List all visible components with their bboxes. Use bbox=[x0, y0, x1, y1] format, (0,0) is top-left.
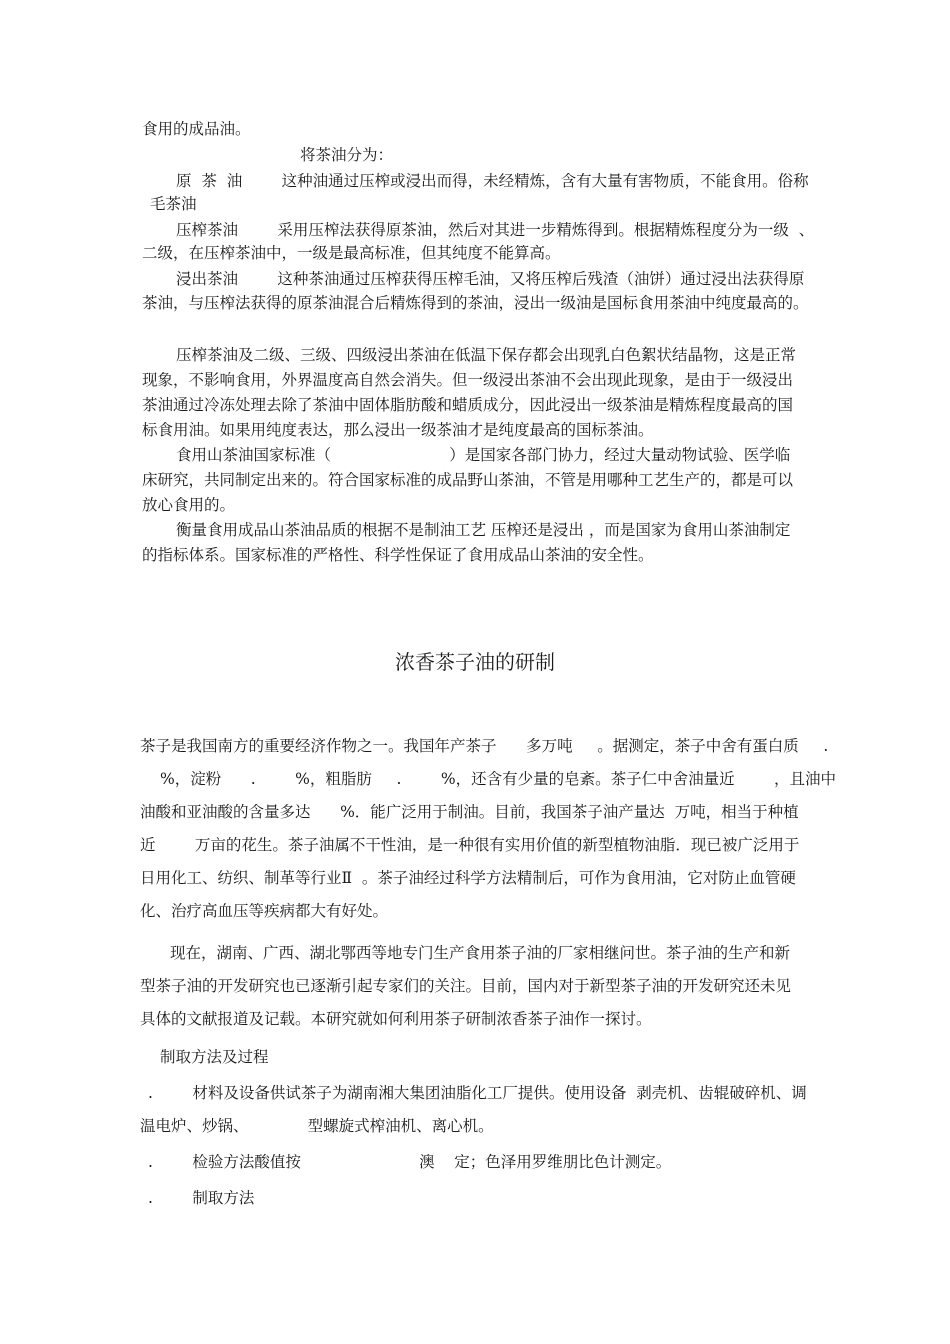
section-heading: . 制取方法 bbox=[148, 1189, 255, 1207]
paragraph-line: 的指标体系。国家标准的严格性、科学性保证了食用成品山茶油的安全性。 bbox=[142, 546, 654, 564]
paragraph-line: 食用山茶油国家标准（ ）是国家各部门协力，经过大量动物试验、医学临 bbox=[176, 446, 791, 464]
paragraph-line: 毛茶油 bbox=[150, 195, 197, 213]
paragraph-line: 茶油，与压榨法获得的原茶油混合后精炼得到的茶油，浸出一级油是国标食用茶油中纯度最高的。 bbox=[142, 294, 809, 312]
paragraph-line: 现象，不影响食用，外界温度高自然会消失。但一级浸出茶油不会出现此现象，是由于一级浸出 bbox=[142, 371, 794, 389]
paragraph-line: %，淀粉 . %，粗脂肪 . %，还含有少量的皂紊。茶子仁中舍油量近 ，且油中 bbox=[160, 770, 836, 788]
paragraph-line: 原 茶 油 这种油通过压榨或浸出而得，未经精炼，含有大量有害物质，不能食用。俗称 bbox=[176, 172, 809, 190]
paragraph-line: . 材料及设备供试茶子为湖南湘大集团油脂化工厂提供。使用设备 剥壳机、齿辊破碎机、调 bbox=[148, 1084, 807, 1102]
paragraph-line: 具体的文献报道及记载。本研究就如何利用茶子研制浓香茶子油作一探讨。 bbox=[140, 1010, 652, 1028]
paragraph-line: 放心食用的。 bbox=[142, 496, 236, 514]
section-heading: 制取方法及过程 bbox=[160, 1048, 269, 1066]
article-title: 浓香茶子油的研制 bbox=[395, 650, 555, 674]
paragraph-line: 温电炉、炒锅、 型螺旋式榨油机、离心机。 bbox=[140, 1117, 494, 1135]
paragraph-line: 型茶子油的开发研究也已逐渐引起专家们的关注。目前，国内对于新型茶子油的开发研究还未见 bbox=[140, 977, 792, 995]
paragraph-line: 压榨茶油及二级、三级、四级浸出茶油在低温下保存都会出现乳白色絮状结晶物，这是正常 bbox=[176, 346, 797, 364]
paragraph-line: 浸出茶油 这种茶油通过压榨获得压榨毛油，又将压榨后残渣（油饼）通过浸出法获得原 bbox=[176, 270, 805, 288]
paragraph-line: 茶油通过冷冻处理去除了茶油中固体脂肪酸和蜡质成分，因此浸出一级茶油是精炼程度最高的国 bbox=[142, 396, 794, 414]
paragraph-line: 压榨茶油 采用压榨法获得原茶油，然后对其进一步精炼得到。根据精炼程度分为一级 、 bbox=[176, 221, 815, 239]
paragraph-line: . 检验方法酸值按 澳 定；色泽用罗维朋比色计测定。 bbox=[148, 1153, 672, 1171]
paragraph-line: 现在，湖南、广西、湖北鄂西等地专门生产食用茶子油的厂家相继问世。茶子油的生产和新 bbox=[170, 944, 791, 962]
paragraph-line: 油酸和亚油酸的含量多达 %．能广泛用于制油。目前，我国茶子油产量达 万吨，相当于种植 bbox=[140, 803, 799, 821]
paragraph-line: 床研究，共同制定出来的。符合国家标准的成品野山茶油，不管是用哪种工艺生产的，都是可以 bbox=[142, 471, 794, 489]
paragraph-line: 衡量食用成品山茶油品质的根据不是制油工艺 压榨还是浸出 ，而是国家为食用山茶油制定 bbox=[176, 521, 791, 539]
paragraph-line: 近 万亩的花生。茶子油属不干性油，是一种很有实用价值的新型植物油脂．现已被广泛用于 bbox=[140, 836, 800, 854]
paragraph-line: 标食用油。如果用纯度表达，那么浸出一级茶油才是纯度最高的国标茶油。 bbox=[142, 421, 654, 439]
paragraph-line: 化、治疗高血压等疾病都大有好处。 bbox=[140, 902, 389, 920]
paragraph-line: 二级，在压榨茶油中，一级是最高标准，但其纯度不能算高。 bbox=[142, 244, 561, 262]
paragraph-line: 茶子是我国南方的重要经济作物之一。我国年产茶子 多万吨 。据测定，茶子中舍有蛋白质 . bbox=[140, 737, 829, 755]
paragraph-line: 日用化工、纺织、制革等行业Ⅱ 。茶子油经过科学方法精制后，可作为食用油，它对防止血管硬 bbox=[140, 869, 796, 887]
paragraph-line: 将茶油分为： bbox=[300, 146, 394, 164]
paragraph-line: 食用的成品油。 bbox=[142, 120, 251, 138]
